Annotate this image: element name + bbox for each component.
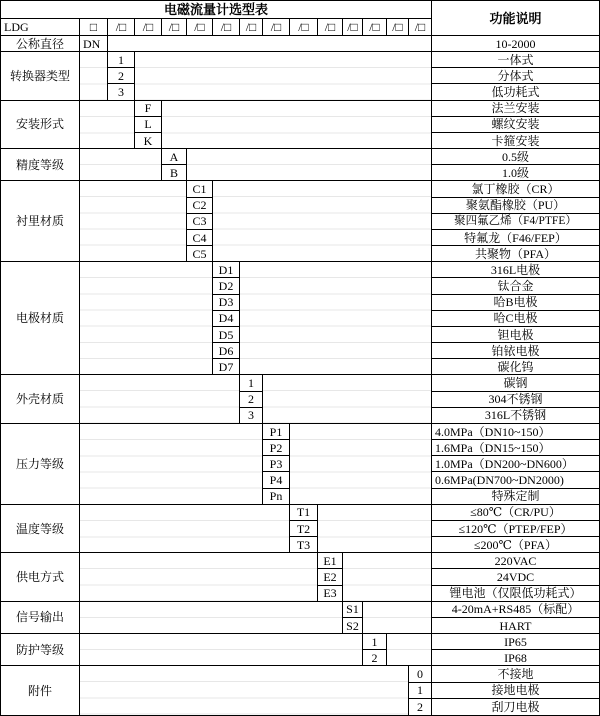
label-temperature-rating: 温度等级 [1,505,80,554]
spacer [80,101,135,150]
desc-accuracy-b: 1.0级 [432,165,599,181]
code-lining-c3: C3 [187,214,213,230]
code-box-slot-1: /□ [108,19,135,36]
code-box-slot-6: /□ [240,19,263,36]
code-protection-2: 2 [363,650,387,666]
desc-accuracy-a: 0.5级 [432,149,599,165]
desc-protection-1: IP65 [432,634,599,650]
desc-converter-2: 分体式 [432,68,599,84]
desc-lining-c5: 共聚物（PFA） [432,246,599,262]
code-electrode-d6: D6 [213,343,240,359]
code-housing-1: 1 [240,375,263,391]
desc-pressure-p1: 4.0MPa（DN10~150） [432,424,599,440]
code-install-l: L [135,117,162,133]
desc-electrode-d5: 钽电极 [432,327,599,343]
spacer [213,181,432,262]
label-signal-output: 信号输出 [1,602,80,634]
desc-pressure-p4: 0.6MPa(DN700~DN2000) [432,472,599,488]
code-electrode-d7: D7 [213,359,240,375]
label-protection-rating: 防护等级 [1,634,80,666]
code-box-slot-8: /□ [290,19,318,36]
model-prefix: LDG [1,19,80,36]
spacer [80,149,162,181]
spacer [387,634,432,666]
code-electrode-d5: D5 [213,327,240,343]
code-pressure-p3: P3 [263,456,290,472]
table-title: 电磁流量计选型表 [1,1,432,19]
label-lining-material: 衬里材质 [1,181,80,262]
spacer [80,666,409,715]
label-converter-type: 转换器类型 [1,52,80,101]
spacer [80,424,263,505]
code-box-slot-5: /□ [213,19,240,36]
spacer [240,262,432,375]
code-housing-2: 2 [240,392,263,408]
code-power-e3: E3 [318,586,343,602]
code-electrode-d4: D4 [213,311,240,327]
spacer [80,181,187,262]
desc-lining-c4: 特氟龙（F46/FEP） [432,230,599,246]
spacer [80,634,363,666]
desc-housing-2: 304不锈钢 [432,392,599,408]
code-nominal-diameter-dn: DN [80,36,108,52]
code-electrode-d1: D1 [213,262,240,278]
desc-pressure-p3: 1.0MPa（DN200~DN600） [432,456,599,472]
desc-pressure-pn: 特殊定制 [432,489,599,505]
code-temp-t2: T2 [290,521,318,537]
code-box-slot-3: /□ [162,19,187,36]
desc-lining-c3: 聚四氟乙烯（F4/PTFE） [432,214,599,230]
code-accuracy-b: B [162,165,187,181]
code-electrode-d2: D2 [213,278,240,294]
code-box-slot-9: /□ [318,19,343,36]
desc-housing-1: 碳钢 [432,375,599,391]
code-pressure-pn: Pn [263,489,290,505]
code-pressure-p2: P2 [263,440,290,456]
spacer [80,262,213,375]
code-lining-c5: C5 [187,246,213,262]
code-converter-1: 1 [108,52,135,68]
label-nominal-diameter: 公称直径 [1,36,80,52]
code-accessory-0: 0 [409,666,432,682]
spacer [80,553,318,602]
code-install-f: F [135,101,162,117]
code-pressure-p1: P1 [263,424,290,440]
code-accuracy-a: A [162,149,187,165]
desc-signal-s1: 4-20mA+RS485（标配） [432,602,599,618]
desc-install-l: 螺纹安装 [432,117,599,133]
desc-install-f: 法兰安装 [432,101,599,117]
desc-power-e1: 220VAC [432,553,599,569]
desc-lining-c2: 聚氨酯橡胶（PU） [432,198,599,214]
code-box-slot-12: /□ [387,19,409,36]
desc-power-e3: 锂电池（仅限低功耗式） [432,586,599,602]
desc-temp-t1: ≤80℃（CR/PU） [432,505,599,521]
code-signal-s2: S2 [343,618,363,634]
spacer [162,101,432,150]
spacer [80,505,290,554]
spacer [80,375,240,424]
desc-protection-2: IP68 [432,650,599,666]
label-installation-type: 安装形式 [1,101,80,150]
desc-pressure-p2: 1.6MPa（DN15~150） [432,440,599,456]
label-housing-material: 外壳材质 [1,375,80,424]
code-converter-2: 2 [108,68,135,84]
code-box-slot-4: /□ [187,19,213,36]
desc-converter-3: 低功耗式 [432,84,599,100]
code-lining-c2: C2 [187,198,213,214]
code-temp-t3: T3 [290,537,318,553]
code-accessory-2: 2 [409,699,432,715]
code-power-e2: E2 [318,569,343,585]
code-signal-s1: S1 [343,602,363,618]
code-box-slot-2: /□ [135,19,162,36]
function-column-header: 功能说明 [432,1,599,36]
code-box-dn: □ [80,19,108,36]
code-pressure-p4: P4 [263,472,290,488]
desc-signal-s2: HART [432,618,599,634]
desc-accessory-2: 刮刀电极 [432,699,599,715]
desc-install-k: 卡箍安装 [432,133,599,149]
code-box-slot-7: /□ [263,19,290,36]
code-accessory-1: 1 [409,683,432,699]
spacer [318,505,432,554]
desc-temp-t2: ≤120℃（PTEP/FEP） [432,521,599,537]
spacer [343,553,432,602]
label-power-supply: 供电方式 [1,553,80,602]
code-box-slot-13: /□ [409,19,432,36]
desc-electrode-d3: 哈B电极 [432,295,599,311]
code-lining-c4: C4 [187,230,213,246]
spacer [80,602,343,634]
code-temp-t1: T1 [290,505,318,521]
code-converter-3: 3 [108,84,135,100]
desc-accessory-0: 不接地 [432,666,599,682]
desc-lining-c1: 氯丁橡胶（CR） [432,181,599,197]
code-power-e1: E1 [318,553,343,569]
desc-housing-3: 316L不锈钢 [432,408,599,424]
code-install-k: K [135,133,162,149]
desc-electrode-d4: 哈C电极 [432,311,599,327]
label-pressure-rating: 压力等级 [1,424,80,505]
desc-power-e2: 24VDC [432,569,599,585]
desc-temp-t3: ≤200℃（PFA） [432,537,599,553]
desc-accessory-1: 接地电极 [432,683,599,699]
spacer [187,149,432,181]
code-box-slot-10: /□ [343,19,363,36]
label-accuracy-grade: 精度等级 [1,149,80,181]
spacer [135,52,432,101]
desc-converter-1: 一体式 [432,52,599,68]
code-housing-3: 3 [240,408,263,424]
spacer [263,375,432,424]
desc-electrode-d2: 钛合金 [432,278,599,294]
desc-electrode-d6: 铂铱电极 [432,343,599,359]
label-electrode-material: 电极材质 [1,262,80,375]
spacer [80,52,108,101]
spacer [363,602,432,634]
code-box-slot-11: /□ [363,19,387,36]
desc-electrode-d1: 316L电极 [432,262,599,278]
spacer [108,36,432,52]
code-lining-c1: C1 [187,181,213,197]
spacer [290,424,432,505]
code-electrode-d3: D3 [213,295,240,311]
desc-electrode-d7: 碳化钨 [432,359,599,375]
code-protection-1: 1 [363,634,387,650]
desc-nominal-diameter: 10-2000 [432,36,599,52]
label-accessories: 附件 [1,666,80,715]
